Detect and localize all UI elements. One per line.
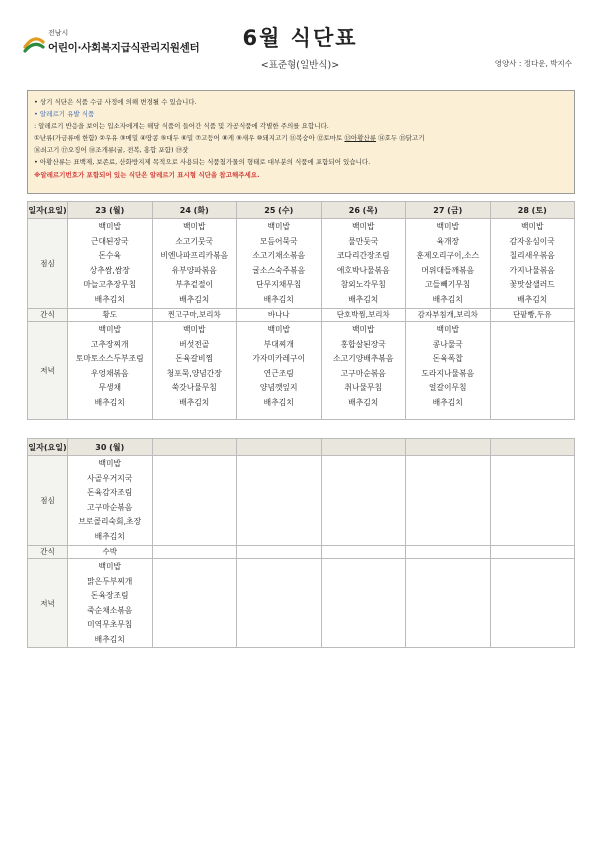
- allergy-list-a: ①난류(가금류에 한함) ②우유 ③메밀 ④땅콩 ⑤대두 ⑥밀 ⑦고등어 ⑧게 ⑨새우 ⑩돼지고기 ⑪복숭아 ⑫토마토: [34, 134, 345, 143]
- menu-item: 참외노각무침: [340, 280, 386, 289]
- menu-item: 버섯전골: [179, 339, 210, 349]
- menu-item: 배추김치: [94, 531, 125, 541]
- snack-cell: 감자부침개,보리차: [406, 309, 491, 322]
- day-header: 27 (금): [406, 202, 491, 219]
- menu-item: 굴소스숙주볶음: [252, 265, 306, 275]
- menu-item: 배추김치: [94, 294, 125, 304]
- snack-label: 간식: [28, 309, 68, 322]
- menu-item: 단무지채무침: [256, 280, 302, 289]
- menu-item: 백미밥: [267, 325, 291, 334]
- logo-city: 전남시: [48, 29, 69, 37]
- menu-item: 모듬어묵국: [259, 236, 298, 246]
- snack-cell: 바나나: [237, 309, 322, 322]
- menu-item: 마늘고추장무침: [83, 280, 137, 289]
- menu-item: 훈제오리구이,소스: [416, 251, 480, 260]
- menu-item: 고구마순볶음: [340, 368, 386, 378]
- menu-item: 배추김치: [348, 294, 379, 304]
- snack-cell: 단호박찜,보리차: [321, 309, 406, 322]
- snack-cell: 황도: [68, 309, 153, 322]
- nutritionist-info: 영양사 : 정다운, 박지수: [494, 59, 572, 68]
- day-header: 28 (토): [490, 202, 575, 219]
- menu-item: 백미밥: [520, 222, 544, 231]
- menu-item: 육개장: [436, 236, 460, 246]
- snack-row: [28, 309, 575, 322]
- menu-item: 배추김치: [432, 294, 463, 304]
- dinner-row: [28, 322, 575, 420]
- menu-item: 무생채: [98, 383, 122, 392]
- menu-item: 양념깻잎지: [259, 383, 298, 392]
- notice-box: [27, 90, 575, 194]
- day-header: 24 (화): [152, 202, 237, 219]
- date-header-row: [28, 202, 575, 219]
- menu-cell: [152, 219, 237, 309]
- menu-cell: [406, 219, 491, 309]
- notice-allergy-title: • 알레르기 유발 식품: [34, 110, 95, 119]
- day-header-empty: [237, 439, 322, 456]
- menu-item: 배추김치: [517, 294, 548, 304]
- day-header: 30 (월): [68, 439, 153, 456]
- menu-item: 백미밥: [267, 222, 291, 231]
- menu-cell: [68, 559, 153, 648]
- menu-item: 소고기채소볶음: [252, 251, 306, 260]
- menu-item: 연근조림: [263, 368, 294, 378]
- menu-item: 토마토소스두부조림: [75, 354, 144, 363]
- allergy-list-b: ⑭호두 ⑮닭고기: [376, 134, 425, 143]
- menu-item: 백미밥: [351, 222, 375, 231]
- menu-cell-empty: [490, 559, 575, 648]
- snack-cell: 단팥빵,두유: [490, 309, 575, 322]
- day-header-empty: [406, 439, 491, 456]
- menu-item: 부대찌개: [263, 339, 294, 349]
- menu-item: 배추김치: [263, 397, 294, 407]
- snack-cell-empty: [152, 546, 237, 559]
- menu-item: 돈수육: [98, 251, 122, 260]
- menu-item: 소고기뭇국: [175, 236, 214, 246]
- menu-item: 감자옹심이국: [509, 236, 555, 246]
- snack-cell-empty: [321, 546, 406, 559]
- menu-item: 백미밥: [436, 222, 460, 231]
- menu-item: 유부양파볶음: [171, 265, 217, 275]
- menu-item: 가자미카레구이: [252, 354, 306, 363]
- menu-item: 백미밥: [351, 325, 375, 334]
- day-header-empty: [152, 439, 237, 456]
- snack-row: [28, 546, 575, 559]
- menu-item: 백미밥: [98, 562, 122, 571]
- menu-item: 돈육감자조림: [87, 488, 133, 497]
- menu-item: 죽순채소볶음: [87, 605, 133, 615]
- notice-line-1: • 상기 식단은 식품 수급 사정에 의해 변경될 수 있습니다.: [34, 98, 197, 106]
- dinner-row: [28, 559, 575, 648]
- menu-cell-empty: [237, 559, 322, 648]
- menu-item: 고들빼기무침: [425, 280, 471, 289]
- page-title: 6월 식단표: [242, 26, 358, 50]
- menu-item: 사골우거지국: [87, 473, 133, 483]
- menu-item: 코다리간장조림: [336, 251, 390, 260]
- menu-cell: [321, 219, 406, 309]
- menu-item: 배추김치: [263, 294, 294, 304]
- day-header: 23 (월): [68, 202, 153, 219]
- menu-item: 고구마순볶음: [87, 502, 133, 512]
- logo-center-name: 어린이·사회복지급식관리지원센터: [48, 42, 200, 54]
- menu-table-week-1: [27, 201, 575, 420]
- menu-item: 머위대들깨볶음: [421, 265, 475, 275]
- notice-line-6: • 아황산류는 표백제, 보존료, 산화방지제 목적으로 사용되는 식품첨가물의 형태로 대부분의 식품에 포함되어 있습니다.: [34, 158, 371, 167]
- menu-item: 돈육폭찹: [432, 354, 463, 363]
- snack-cell-empty: [490, 546, 575, 559]
- menu-item: 가지나물볶음: [509, 265, 555, 275]
- snack-cell-empty: [237, 546, 322, 559]
- allergy-sulfite: ⑬아황산류: [344, 134, 377, 143]
- menu-item: 배추김치: [94, 634, 125, 644]
- menu-item: 쑥갓나물무침: [171, 383, 217, 392]
- menu-item: 미역무초무침: [87, 620, 133, 629]
- menu-item: 배추김치: [94, 397, 125, 407]
- notice-line-3: : 알레르기 반응을 보이는 입소자에게는 해당 식품이 들어간 식품 및 가공식품에 각별한 주의를 요합니다.: [34, 122, 329, 131]
- menu-cell-empty: [406, 456, 491, 546]
- menu-item: 백미밥: [98, 459, 122, 468]
- menu-item: 물만둣국: [348, 236, 379, 246]
- menu-cell-empty: [490, 322, 575, 420]
- menu-item: 배추김치: [179, 397, 210, 407]
- menu-item: 백미밥: [98, 222, 122, 231]
- menu-cell-empty: [321, 559, 406, 648]
- snack-cell-empty: [406, 546, 491, 559]
- date-header-row: [28, 439, 575, 456]
- menu-item: 백미밥: [436, 325, 460, 334]
- menu-item: 청포묵,양념간장: [166, 368, 222, 378]
- menu-cell: [406, 322, 491, 420]
- menu-cell: [237, 219, 322, 309]
- menu-cell-empty: [321, 456, 406, 546]
- menu-item: 근대된장국: [90, 236, 129, 246]
- menu-item: 백미밥: [182, 325, 206, 334]
- dinner-label: 저녁: [28, 559, 68, 648]
- menu-cell: [68, 456, 153, 546]
- menu-item: 칠리새우볶음: [509, 251, 555, 260]
- menu-item: 돈육장조림: [90, 591, 129, 600]
- menu-item: 맑은두부찌개: [87, 576, 133, 586]
- snack-cell: 찐고구마,보리차: [152, 309, 237, 322]
- menu-item: 취나물무침: [344, 383, 383, 392]
- lunch-label: 점심: [28, 219, 68, 309]
- date-label: 일자(요일): [28, 202, 68, 219]
- menu-item: 상추쌈,쌈장: [89, 265, 130, 275]
- menu-item: 백미밥: [182, 222, 206, 231]
- notice-warning: ※알레르기번호가 포함되어 있는 식단은 알레르기 표시형 식단을 참고해주세요.: [34, 170, 260, 179]
- lunch-row: [28, 456, 575, 546]
- menu-item: 소고기양배추볶음: [333, 354, 394, 363]
- snack-cell: 수박: [68, 546, 153, 559]
- menu-cell: [152, 322, 237, 420]
- day-header: 26 (목): [321, 202, 406, 219]
- menu-item: 배추김치: [179, 294, 210, 304]
- menu-cell-empty: [152, 456, 237, 546]
- date-label: 일자(요일): [28, 439, 68, 456]
- menu-item: 얼갈이무침: [428, 383, 467, 392]
- day-header: 25 (수): [237, 202, 322, 219]
- notice-allergy-list-2: ⑯쇠고기 ⑰오징어 ⑱조개류(굴, 전복, 홍합 포함) ⑲잣: [34, 146, 189, 155]
- notice-allergy-list-1: [34, 132, 568, 144]
- day-header-empty: [490, 439, 575, 456]
- menu-cell: [68, 322, 153, 420]
- menu-item: 콩나물국: [432, 339, 463, 349]
- menu-item: 백미밥: [98, 325, 122, 334]
- menu-cell: [237, 322, 322, 420]
- menu-item: 우엉채볶음: [90, 368, 129, 378]
- menu-cell: [490, 219, 575, 309]
- lunch-row: [28, 219, 575, 309]
- day-header-empty: [321, 439, 406, 456]
- menu-item: 부추겉절이: [175, 280, 214, 289]
- menu-item: 홍합살된장국: [340, 339, 386, 349]
- menu-cell-empty: [490, 456, 575, 546]
- menu-cell-empty: [152, 559, 237, 648]
- menu-item: 브로콜리숙회,초장: [78, 517, 142, 526]
- menu-item: 도라지나물볶음: [421, 368, 475, 378]
- menu-item: 배추김치: [432, 397, 463, 407]
- menu-item: 꽃맛살샐러드: [509, 280, 555, 289]
- dinner-label: 저녁: [28, 322, 68, 420]
- page-subtitle: <표준형(일반식)>: [260, 60, 340, 71]
- menu-item: 비엔나파프리카볶음: [160, 251, 229, 260]
- menu-cell-empty: [406, 559, 491, 648]
- menu-item: 애호박나물볶음: [336, 265, 390, 275]
- menu-item: 고추장찌개: [90, 339, 129, 349]
- menu-cell-empty: [237, 456, 322, 546]
- snack-label: 간식: [28, 546, 68, 559]
- menu-cell: [68, 219, 153, 309]
- menu-table-week-2: [27, 438, 575, 648]
- menu-item: 배추김치: [348, 397, 379, 407]
- lunch-label: 점심: [28, 456, 68, 546]
- menu-cell: [321, 322, 406, 420]
- menu-item: 돈육갈비찜: [175, 354, 214, 363]
